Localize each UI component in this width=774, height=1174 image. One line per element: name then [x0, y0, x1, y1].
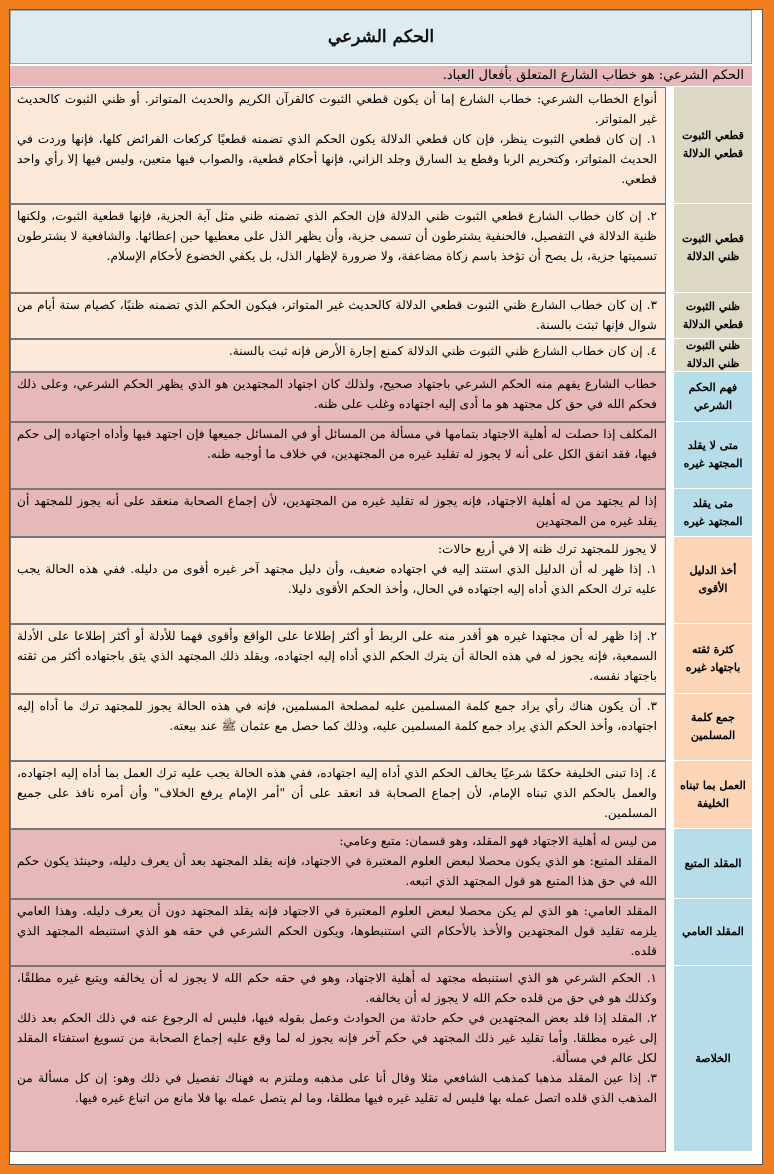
paragraph: ١. الحكم الشرعي هو الذي استنبطه مجتهد له أهلية الاجتهاد، وهو في حقه حكم الله لا يجوز له أن يخالفه ويتبع غيره مطلقًا، وكذلك هو في حق من قلده حكم الله لا يجوز له أن يخالفه. — [17, 971, 657, 1005]
page-title: الحكم الشرعي — [10, 10, 752, 64]
paragraph: المقلد المتبع: هو الذي يكون محصلا لبعض العلوم المعتبرة في الاجتهاد، فإنه يقلد المجتهد بعد أن يعرف دليله، وحينئذ يكون حكم الله في حق هذا المتبع هو قول المجتهد الذي اتبعه. — [17, 854, 657, 888]
row-content — [10, 293, 666, 339]
table-row — [10, 87, 752, 204]
table-row — [10, 422, 752, 489]
row-content — [10, 204, 666, 293]
row-label: متى يقلد المجتهد غيره — [674, 489, 752, 537]
paragraph: ٤. إذا تبنى الخليفة حكمًا شرعيًا يخالف الحكم الذي أداه إليه اجتهاده، ففي هذه الحالة يجب عليه ترك العمل بما أداه إليه اجتهاده، والعمل بالحكم الذي تبناه الإمام، لأن إجماع الصحابة قد انعقد على أن "أمر الإمام يرفع الخلاف" وأن أمره نافذ على جميع المسلمين. — [17, 766, 657, 820]
table-row — [10, 489, 752, 537]
row-label: كثرة ثقته باجتهاد غيره — [674, 624, 752, 694]
row-content — [10, 761, 666, 829]
row-label: ظني الثبوت قطعي الدلالة — [674, 293, 752, 339]
row-label: العمل بما تبناه الخليفة — [674, 761, 752, 829]
row-content — [10, 537, 666, 624]
row-content — [10, 489, 666, 537]
table-row — [10, 537, 752, 624]
row-label: فهم الحكم الشرعي — [674, 372, 752, 422]
paragraph: ١. إن كان قطعي الثبوت ينظر، فإن كان قطعي الدلالة يكون الحكم الذي تضمنه قطعيًا كركعات الفرائض كلها، فإنها وردت في الحديث المتواتر، وكتحريم الربا وقطع يد السارق وجلد الزاني، فإنها أحكام قطعية، والصواب فيها متعين، وليس فيها إلا رأي واحد قطعي. — [17, 132, 657, 186]
paragraph: ٤. إن كان خطاب الشارع ظني الثبوت ظني الدلالة كمنع إجارة الأرض فإنه ثبت بالسنة. — [228, 344, 657, 358]
table-row — [10, 293, 752, 339]
row-label: جمع كلمة المسلمين — [674, 694, 752, 761]
row-content — [10, 899, 666, 966]
table-row — [10, 694, 752, 761]
row-label: قطعي الثبوت ظني الدلالة — [674, 204, 752, 293]
row-content — [10, 829, 666, 899]
paragraph: ٢. المقلد إذا قلد بعض المجتهدين في حكم حادثة من الحوادث وعمل بقوله فيها، فليس له الرجوع عنه في ذلك الحكم بعد ذلك إلى غيره مطلقا. وأما تقليد غير ذلك المجتهد في حكم آخر فإنه يجوز له لما وقع عليه إجماع الصحابة من تسويغ استفتاء المقلد لكل عالم في مسألة. — [17, 1011, 657, 1065]
paragraph: المقلد العامي: هو الذي لم يكن محصلا لبعض العلوم المعتبرة في الاجتهاد فإنه يقلد المجتهد دون أن يعرف دليله. وهذا العامي يلزمه تقليد قول المجتهدين والأخذ بالأحكام التي استنبطوها، ويكون الحكم الشرعي في حقه هو الذي استنبطه المجتهد الذي قلده. — [17, 904, 657, 958]
paragraph: ٣. إن كان خطاب الشارع ظني الثبوت قطعي الدلالة كالحديث غير المتواتر، فيكون الحكم الذي تضمنه ظنيًا، كصيام ستة أيام من شوال فإنها ثبتت بالسنة. — [17, 298, 657, 332]
paragraph: من ليس له أهلية الاجتهاد فهو المقلد، وهو قسمان: متبع وعامي: — [339, 834, 657, 848]
table-row — [10, 966, 752, 1152]
table-row — [10, 204, 752, 293]
row-label: المقلد المتبع — [674, 829, 752, 899]
paragraph: أنواع الخطاب الشرعي: خطاب الشارع إما أن يكون قطعي الثبوت كالقرآن الكريم والحديث المتواتر. أو ظني الثبوت كالحديث غير المتواتر. — [17, 92, 657, 126]
paragraph: ١. إذا ظهر له أن الدليل الذي استند إليه في اجتهاده ضعيف، وأن دليل مجتهد آخر غيره أقوى من دليله. ففي هذه الحالة يجب عليه ترك الحكم الذي أداه إليه اجتهاده في الحال، وأخذ الحكم الأقوى دليلا. — [17, 562, 657, 596]
paragraph: ٣. إذا عين المقلد مذهبا كمذهب الشافعي مثلا وقال أنا على مذهبه وملتزم به فهناك تفصيل في ذلك وهو: إن كل مسألة من المذهب الذي قلده اتصل عمله بها فليس له تقليد غيره فيها مطلقا، وما لم يتصل عمله بها فلا مانع من اتباع غيره فيها. — [17, 1071, 657, 1105]
paragraph: خطاب الشارع يفهم منه الحكم الشرعي باجتهاد صحيح، ولذلك كان اجتهاد المجتهدين هو الذي يظهر الحكم الشرعي، وعلى ذلك فحكم الله في حق كل مجتهد هو ما أدى إليه اجتهاده وغلب على ظنه. — [17, 377, 657, 411]
row-content — [10, 87, 666, 204]
table-row — [10, 624, 752, 694]
table-row — [10, 372, 752, 422]
row-content — [10, 966, 666, 1152]
table-row — [10, 339, 752, 372]
paragraph: ٢. إذا ظهر له أن مجتهدا غيره هو أقدر منه على الربط أو أكثر إطلاعا على الواقع وأقوى فهما للأدلة أو أكثر إطلاعا على الأدلة السمعية، فإنه يجوز له في هذه الحالة أن يترك الحكم الذي أداه إليه اجتهاده، ويقلد ذلك المجتهد الذي يثق باجتهاده أكثر من ثقته باجتهاد نفسه. — [17, 629, 657, 683]
row-label: متى لا يقلد المجتهد غيره — [674, 422, 752, 489]
row-content — [10, 624, 666, 694]
paragraph: المكلف إذا حصلت له أهلية الاجتهاد بتمامها في مسألة من المسائل أو في المسائل جميعها فإن اجتهد فيها وأداه اجتهاده إلى حكم فيها، فقد اتفق الكل على أنه لا يجوز له تقليد غيره من المجتهدين، في خلاف ما أوجبه ظنه. — [17, 427, 657, 461]
table-row — [10, 761, 752, 829]
row-content — [10, 339, 666, 372]
table-row — [10, 829, 752, 899]
row-label: أخذ الدليل الأقوى — [674, 537, 752, 624]
paragraph: ٣. أن يكون هناك رأي يراد جمع كلمة المسلمين عليه لمصلحة المسلمين، فإنه في هذه الحالة يجوز للمجتهد ترك ما أداه إليه اجتهاده، وأخذ الحكم الذي يراد جمع كلمة المسلمين عليه، وذلك كما حصل مع عثمان ﷺ عند بيعته. — [17, 699, 657, 733]
definition: الحكم الشرعي: هو خطاب الشارع المتعلق بأفعال العباد. — [10, 66, 752, 86]
row-label: ظني الثبوت ظني الدلالة — [674, 339, 752, 372]
paragraph: لا يجوز للمجتهد ترك ظنه إلا في أربع حالات: — [437, 542, 657, 556]
table-row — [10, 899, 752, 966]
row-label: الخلاصة — [674, 966, 752, 1152]
row-content — [10, 694, 666, 761]
row-content — [10, 422, 666, 489]
paragraph: إذا لم يجتهد من له أهلية الاجتهاد، فإنه يجوز له تقليد غيره من المجتهدين، لأن إجماع الصحابة منعقد على أنه يجوز للمجتهد أن يقلد غيره من المجتهدين — [17, 494, 657, 528]
row-content — [10, 372, 666, 422]
paragraph: ٢. إن كان خطاب الشارع قطعي الثبوت ظني الدلالة فإن الحكم الذي تضمنه ظني مثل آية الجزية، فإنها قطعية الثبوت، ولكنها ظنية الدلالة في التفصيل، فالحنفية يشترطون أن تسمى جزية، وأن يظهر الذل على معطيها حين إعطائها. والشافعية لا يشترطون تسميتها جزية، بل يصح أن تؤخذ باسم زكاة مضاعفة، ولا ضرورة لإظهار الذل، بل يكفي الخضوع لأحكام الإسلام. — [17, 209, 657, 263]
row-label: قطعي الثبوت قطعي الدلالة — [674, 87, 752, 204]
row-label: المقلد العامي — [674, 899, 752, 966]
